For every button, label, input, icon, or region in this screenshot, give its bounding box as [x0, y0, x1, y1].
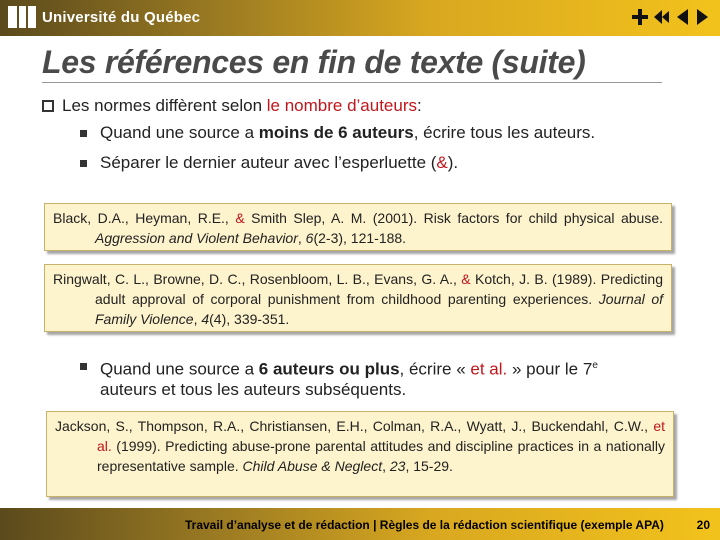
next-slide-icon[interactable] [694, 6, 712, 28]
title-divider [42, 82, 662, 83]
university-logo [8, 6, 36, 28]
sub-bullet-6-or-more: Quand une source a 6 auteurs ou plus, écrire « et al. » pour le 7e [100, 359, 598, 379]
reference-example-2: Ringwalt, C. L., Browne, D. C., Rosenbloom, L. B., Evans, G. A., & Kotch, J. B. (1989). Predicting adult approval of corporal punishment from childhood parenting experiences. Journal of Family Violence, 4(4), 339-351. [44, 264, 672, 332]
home-icon[interactable] [631, 6, 649, 28]
square-bullet-icon [80, 363, 87, 370]
sub-bullet-6-or-more-line2: auteurs et tous les auteurs subséquents. [100, 380, 407, 399]
square-bullet-icon [80, 160, 87, 167]
reference-example-3: Jackson, S., Thompson, R.A., Christiansen, E.H., Colman, R.A., Wyatt, J., Buckendahl, C.W., et al. (1999). Predicting abuse-prone parental attitudes and discipline practices in a nationally representative sample. Child Abuse & Neglect, 23, 15-29. [46, 411, 674, 497]
prev-slide-icon[interactable] [673, 6, 691, 28]
checkbox-bullet-icon [42, 100, 54, 112]
footer-title: Travail d’analyse et de rédaction | Règles de la rédaction scientifique (exemple APA) [185, 518, 664, 532]
sub-bullet-ampersand: Séparer le dernier auteur avec l’esperluette (&). [100, 153, 459, 172]
sub-bullet-less-than-6: Quand une source a moins de 6 auteurs, écrire tous les auteurs. [100, 123, 596, 142]
first-slide-icon[interactable] [652, 6, 670, 28]
slide-title: Les références en fin de texte (suite) [42, 44, 586, 80]
page-number: 20 [696, 518, 710, 532]
square-bullet-icon [80, 130, 87, 137]
reference-example-1: Black, D.A., Heyman, R.E., & Smith Slep, A. M. (2001). Risk factors for child physical abuse. Aggression and Violent Behavior, 6(2-3), 121-188. [44, 203, 672, 251]
university-name: Université du Québec [42, 9, 201, 26]
slide-navigation [631, 6, 712, 28]
bullet-norms: Les normes diffèrent selon le nombre d’auteurs: [62, 96, 422, 115]
